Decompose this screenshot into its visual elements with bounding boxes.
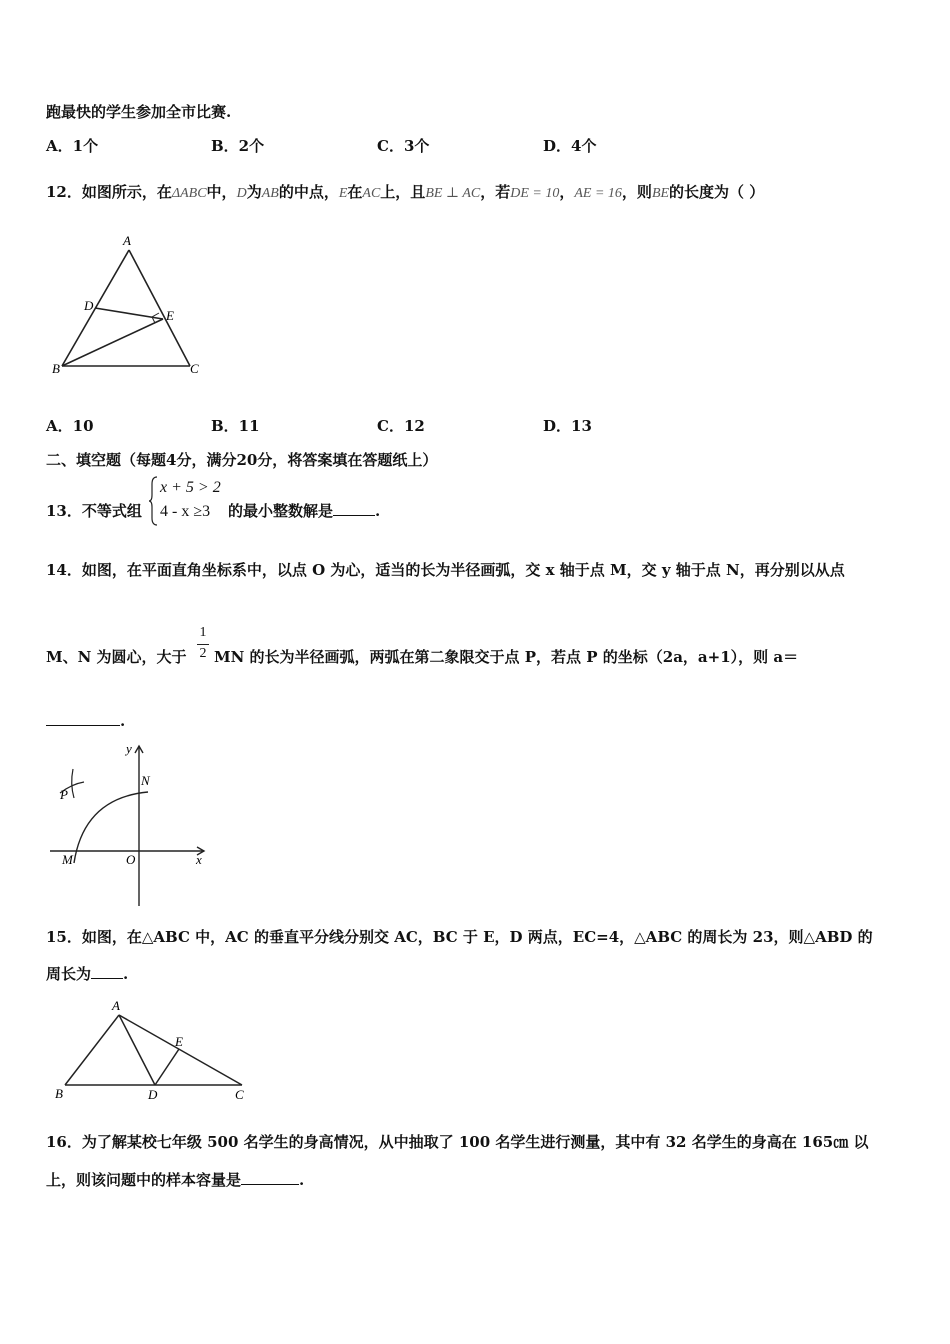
q14-arc-mark-2 (72, 769, 74, 798)
q12-figure (50, 232, 210, 377)
q14-answer-line (46, 711, 125, 731)
q13-end: . (375, 502, 381, 520)
q15-figure (52, 996, 252, 1102)
q13-inequality-2: 4 - x ≥3 (160, 503, 211, 520)
q15-line2-text: 周长为 (46, 965, 92, 983)
q14-end: . (120, 712, 126, 730)
q15-line2 (46, 964, 128, 984)
q14-line1: 14．如图，在平面直角坐标系中，以点 O 为心，适当的长为半径画弧，交 x 轴于点 M，交 y 轴于点 N，再分别以从点 (46, 561, 845, 579)
q14-fraction-den: 2 (199, 646, 207, 661)
q12-text: 在 (347, 183, 363, 201)
q15-label-c: C (235, 1087, 244, 1102)
q13-inequality-1: x + 5 > 2 (160, 479, 221, 496)
q12-stem (46, 182, 764, 204)
q12-math: BE ⊥ AC (425, 186, 481, 201)
q12-text: 中， (206, 183, 237, 201)
q16-line2 (46, 1170, 304, 1190)
q12-math: D (236, 186, 247, 201)
q12-math: BE (651, 186, 670, 201)
q13-system (160, 476, 221, 524)
q12-text: 的长度为（ ） (669, 183, 765, 201)
q12-label-c: C (190, 361, 199, 376)
q12-math: AE = 16 (574, 186, 622, 201)
q14-label-y: y (126, 741, 132, 756)
q15-end: . (123, 965, 129, 983)
q13-prefix: 13．不等式组 (46, 502, 142, 520)
q13-suffix (228, 501, 380, 521)
q14-line2a: M、N 为圆心，大于 (46, 648, 187, 666)
q12-prefix: 12．如图所示，在 (46, 183, 172, 201)
q14-fraction-num: 1 (199, 625, 207, 640)
q12-side-ac (129, 250, 190, 366)
q12-label-b: B (52, 361, 60, 376)
q12-option-a[interactable]: A．10 (46, 417, 94, 435)
q16-answer-blank[interactable] (241, 1170, 299, 1185)
q15-line1: 15．如图，在△ABC 中，AC 的垂直平分线分别交 AC，BC 于 E，D 两点，EC=4，△ABC 的周长为 23，则△ABD 的 (46, 928, 873, 946)
q13-suffix-text: 的最小整数解是 (228, 502, 334, 520)
q12-text: ，若 (480, 183, 511, 201)
q12-text: 上，且 (380, 183, 426, 201)
q15-label-a: A (112, 998, 120, 1013)
q15-answer-blank[interactable] (91, 964, 123, 979)
q16-end: . (299, 1171, 305, 1189)
q12-text: 为 (246, 183, 262, 201)
q11-option-d[interactable]: D．4个 (543, 137, 597, 155)
q12-text: ， (559, 183, 575, 201)
q11-option-c[interactable]: C．3个 (377, 137, 430, 155)
q12-math: DE = 10 (510, 186, 560, 201)
q15-segment-de (155, 1049, 179, 1085)
q15-label-e: E (175, 1034, 183, 1049)
q12-option-b[interactable]: B．11 (211, 417, 260, 435)
q14-label-m: M (62, 852, 73, 867)
q12-label-e: E (166, 308, 174, 323)
q14-label-n: N (141, 773, 150, 788)
q12-math: ΔABC (171, 186, 207, 201)
q14-fraction (196, 624, 210, 663)
q12-option-d[interactable]: D．13 (543, 417, 592, 435)
q11-text: 跑最快的学生参加全市比赛. (46, 103, 232, 121)
q12-math: E (338, 186, 348, 201)
q15-label-d: D (148, 1087, 158, 1102)
q12-math: AC (362, 186, 381, 201)
q14-answer-blank[interactable] (46, 711, 120, 726)
q12-math: AB (261, 186, 279, 201)
q14-label-o: O (126, 852, 136, 867)
q14-figure (46, 740, 216, 910)
q12-segment-be (62, 319, 163, 366)
q13-brace (148, 476, 158, 526)
q12-text: ，则 (621, 183, 652, 201)
q14-arc (74, 792, 148, 863)
q16-line1: 16．为了解某校七年级 500 名学生的身高情况，从中抽取了 100 名学生进行测量，其中有 32 名学生的身高在 165㎝ 以 (46, 1133, 869, 1151)
q13-answer-blank[interactable] (333, 501, 375, 516)
q15-label-b: B (55, 1086, 63, 1101)
q12-option-c[interactable]: C．12 (377, 417, 425, 435)
q12-label-a: A (123, 233, 131, 248)
q16-line2-text: 上，则该问题中的样本容量是 (46, 1171, 242, 1189)
q14-label-x: x (196, 852, 202, 867)
q12-label-d: D (84, 298, 94, 313)
q11-option-a[interactable]: A．1个 (46, 137, 99, 155)
q14-label-p: P (60, 787, 68, 802)
q15-side-ab (65, 1015, 119, 1085)
q12-segment-de (95, 308, 163, 319)
q11-option-b[interactable]: B．2个 (211, 137, 265, 155)
q12-text: 的中点， (278, 183, 339, 201)
q14-line2b: MN 的长为半径画弧，两弧在第二象限交于点 P，若点 P 的坐标（2a，a+1），则 a＝ (214, 648, 799, 666)
section-heading: 二、填空题（每题4分，满分20分，将答案填在答题纸上） (46, 451, 438, 469)
